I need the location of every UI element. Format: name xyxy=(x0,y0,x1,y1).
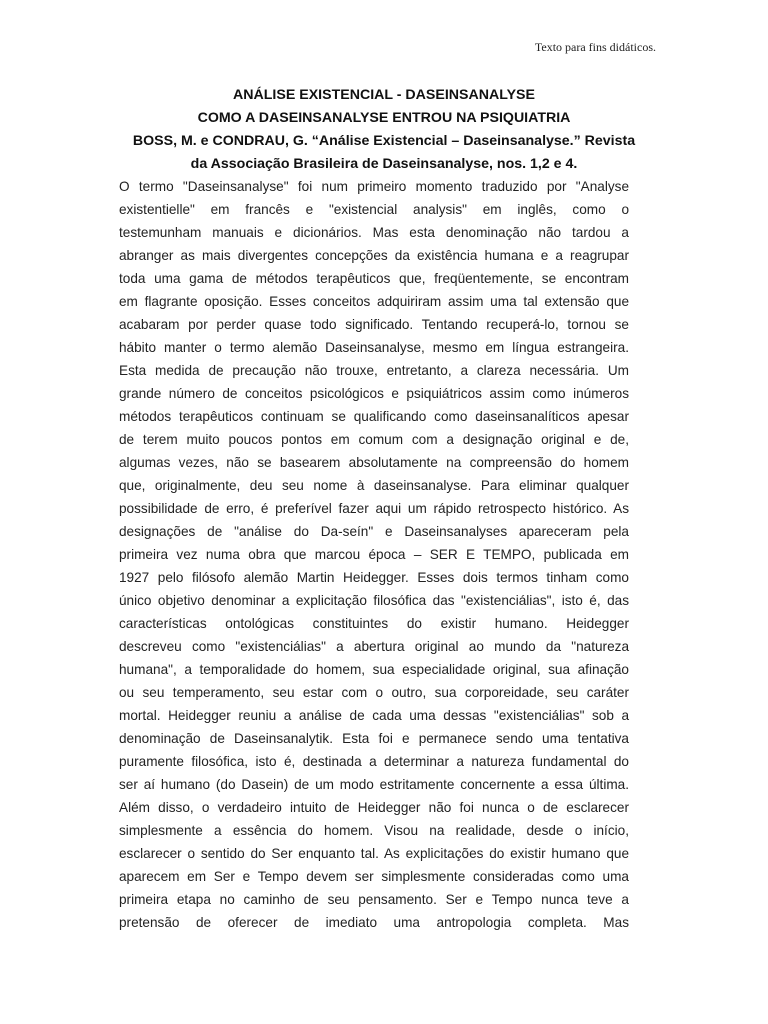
body-line: hábito manter o termo alemão Daseinsanalyse, mesmo em língua estrangeira. xyxy=(119,340,629,355)
body-line: humana", a temporalidade do homem, sua especialidade original, sua afinação xyxy=(119,662,629,677)
body-line: possibilidade de erro, é preferível fazer aqui um rápido retrospecto histórico. As xyxy=(119,501,629,516)
body-line: Esta medida de precaução não trouxe, entretanto, a clareza necessária. Um xyxy=(119,363,629,378)
body-paragraph xyxy=(119,175,629,934)
body-line: Além disso, o verdadeiro intuito de Heidegger não foi nunca o de esclarecer xyxy=(119,800,629,815)
body-line: em flagrante oposição. Esses conceitos adquiriram assim uma tal extensão que xyxy=(119,294,629,309)
body-line: mortal. Heidegger reuniu a análise de cada uma dessas "existenciálias" sob a xyxy=(119,708,629,723)
body-line: primeira vez numa obra que marcou época – SER E TEMPO, publicada em xyxy=(119,547,629,562)
body-line: puramente filosófica, isto é, destinada a determinar a natureza fundamental do xyxy=(119,754,629,769)
body-line: simplesmente a essência do homem. Visou na realidade, desde o início, xyxy=(119,823,629,838)
main-title: ANÁLISE EXISTENCIAL - DASEINSANALYSE xyxy=(233,87,535,103)
body-line: designações de "análise do Da-seín" e Daseinsanalyses apareceram pela xyxy=(119,524,629,539)
body-line: grande número de conceitos psicológicos e psiquiátricos assim como inúmeros xyxy=(119,386,629,401)
body-line: ser aí humano (do Dasein) de um modo estritamente concernente a essa última. xyxy=(119,777,629,792)
citation-line-2: da Associação Brasileira de Daseinsanalyse, nos. 1,2 e 4. xyxy=(190,156,578,172)
body-line: único objetivo denominar a explicitação filosófica das "existenciálias", isto é, das xyxy=(119,593,629,608)
body-line: denominação de Daseinsanalytik. Esta foi e permanece sendo uma tentativa xyxy=(119,731,629,746)
body-line: ou seu temperamento, seu estar com o outro, sua corporeidade, seu caráter xyxy=(119,685,629,700)
body-line: descreveu como "existenciálias" a abertura original ao mundo da "natureza xyxy=(119,639,629,654)
body-line: de terem muito poucos pontos em comum com a designação original e de, xyxy=(119,432,629,447)
body-line: que, originalmente, deu seu nome à daseinsanalyse. Para eliminar qualquer xyxy=(119,478,629,493)
body-line: aparecem em Ser e Tempo devem ser simplesmente consideradas como uma xyxy=(119,869,629,884)
subtitle: COMO A DASEINSANALYSE ENTROU NA PSIQUIATRIA xyxy=(197,110,571,126)
body-line: O termo "Daseinsanalyse" foi num primeiro momento traduzido por "Analyse xyxy=(119,179,629,194)
body-line: características ontológicas constituintes do existir humano. Heidegger xyxy=(119,616,629,631)
body-line: 1927 pelo filósofo alemão Martin Heidegger. Esses dois termos tinham como xyxy=(119,570,629,585)
body-line: métodos terapêuticos continuam se qualificando como daseinsanalíticos apesar xyxy=(119,409,629,424)
header-note: Texto para fins didáticos. xyxy=(534,40,656,54)
body-line: primeira etapa no caminho de seu pensamento. Ser e Tempo nunca teve a xyxy=(119,892,629,907)
body-line: testemunham manuais e dicionários. Mas esta denominação não tardou a xyxy=(119,225,629,240)
body-line: existentielle" em francês e "existencial analysis" em inglês, como o xyxy=(119,202,629,217)
citation-line-1: BOSS, M. e CONDRAU, G. “Análise Existencial – Daseinsanalyse.” Revista xyxy=(132,133,636,149)
title-block xyxy=(100,84,668,176)
body-line: acabaram por perder quase todo significado. Tentando recuperá-lo, tornou se xyxy=(119,317,629,332)
body-line: toda uma gama de métodos terapêuticos que, freqüentemente, se encontram xyxy=(119,271,629,286)
body-line: pretensão de oferecer de imediato uma antropologia completa. Mas xyxy=(119,915,629,930)
body-line: algumas vezes, não se basearem absolutamente na compreensão do homem xyxy=(119,455,629,470)
body-line: abranger as mais divergentes concepções da existência humana e a reagrupar xyxy=(119,248,629,263)
body-line: esclarecer o sentido do Ser enquanto tal. As explicitações do existir humano que xyxy=(119,846,629,861)
